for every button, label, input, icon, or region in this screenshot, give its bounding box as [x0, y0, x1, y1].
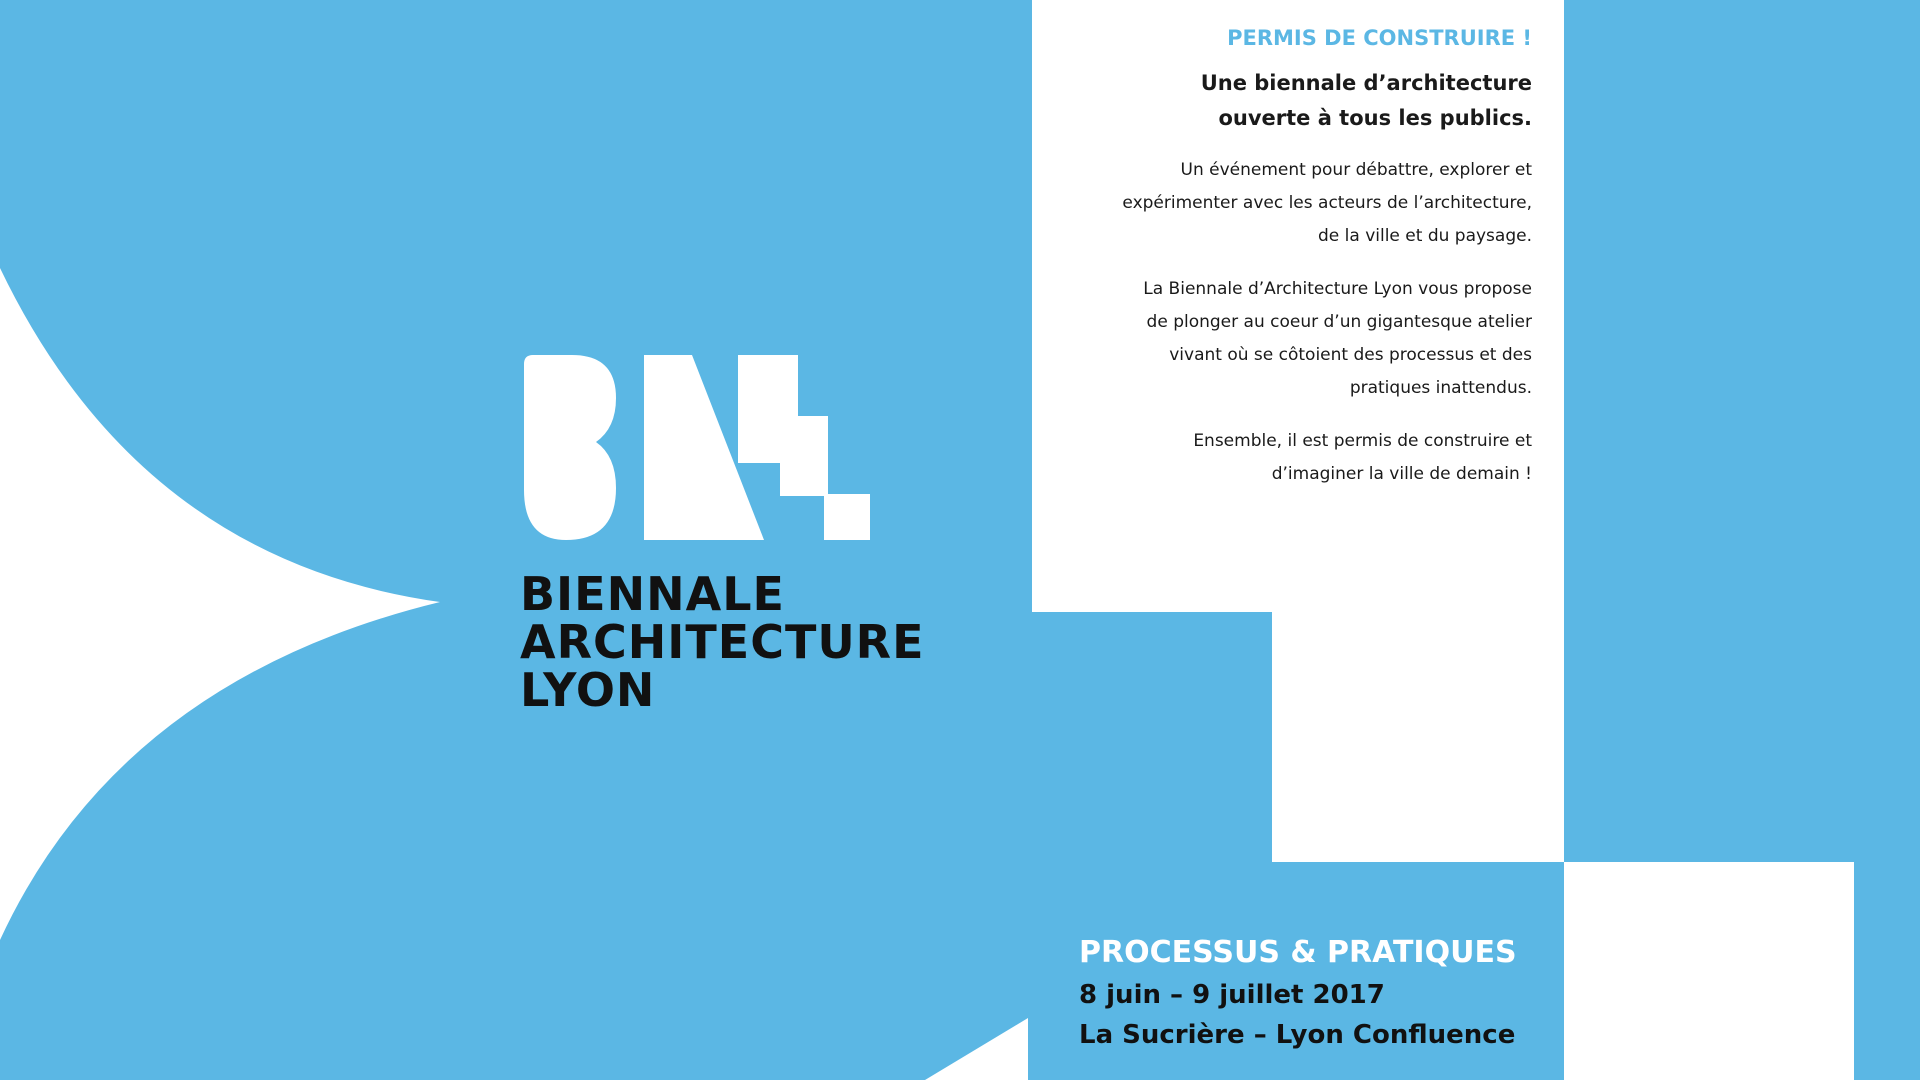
logo-line-3: LYON — [520, 663, 656, 717]
logo-wordmark — [520, 567, 925, 717]
intro-paragraph-1: Un événement pour débattre, explorer et expérimenter avec les acteurs de l’architecture, de la ville et du paysage. — [1122, 160, 1532, 246]
intro-paragraph-2: La Biennale d’Architecture Lyon vous propose de plonger au coeur d’un gigantesque atelier vivant où se côtoient des processus et des pratiques inattendus. — [1143, 279, 1532, 398]
event-dates: 8 juin – 9 juillet 2017 — [1079, 980, 1385, 1010]
logo-l-block-mid — [780, 416, 828, 496]
bal-logo-icon — [518, 352, 870, 544]
logo-b-shape — [524, 355, 616, 540]
intro-kicker: PERMIS DE CONSTRUIRE ! — [1227, 26, 1532, 50]
event-theme: PROCESSUS & PRATIQUES — [1079, 935, 1517, 970]
intro-paragraph-3: Ensemble, il est permis de construire et d’imaginer la ville de demain ! — [1193, 431, 1532, 484]
intro-text-block — [1120, 18, 1532, 511]
event-venue: La Sucrière – Lyon Confluence — [1079, 1020, 1516, 1050]
intro-headline: Une biennale d’architecture ouverte à tous les publics. — [1200, 71, 1532, 130]
logo-line-1: BIENNALE — [520, 567, 785, 621]
white-step-block — [1272, 612, 1564, 862]
event-info — [1079, 935, 1517, 1060]
logo-line-2: ARCHITECTURE — [520, 615, 925, 669]
logo-l-block-bottom — [824, 494, 870, 540]
white-corner-block — [1564, 862, 1854, 1080]
